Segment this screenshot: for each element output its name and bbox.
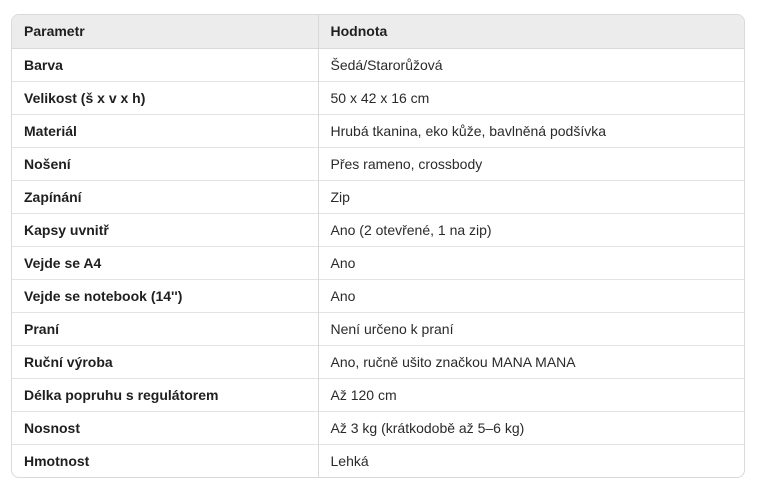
row-param: Hmotnost: [12, 444, 318, 477]
row-value: Ano, ručně ušito značkou MANA MANA: [318, 345, 744, 378]
table-row: [12, 114, 744, 147]
table-row: [12, 411, 744, 444]
row-value: Zip: [318, 180, 744, 213]
row-param: Vejde se A4: [12, 246, 318, 279]
table-row: [12, 378, 744, 411]
table-row: [12, 246, 744, 279]
row-param: Nosnost: [12, 411, 318, 444]
table-row: [12, 81, 744, 114]
row-param: Zapínání: [12, 180, 318, 213]
table-row: [12, 312, 744, 345]
table-row: [12, 213, 744, 246]
row-param: Velikost (š x v x h): [12, 81, 318, 114]
row-value: Přes rameno, crossbody: [318, 147, 744, 180]
row-param: Ruční výroba: [12, 345, 318, 378]
row-value: Ano: [318, 279, 744, 312]
table-body: [12, 48, 744, 477]
row-value: Není určeno k praní: [318, 312, 744, 345]
row-value: Ano: [318, 246, 744, 279]
row-value: Až 3 kg (krátkodobě až 5–6 kg): [318, 411, 744, 444]
header-row: [12, 15, 744, 48]
spec-table: [12, 15, 744, 477]
header-parametr: Parametr: [12, 15, 318, 48]
table-row: [12, 48, 744, 81]
row-value: Lehká: [318, 444, 744, 477]
row-param: Barva: [24, 56, 63, 73]
row-value: Hrubá tkanina, eko kůže, bavlněná podšívka: [318, 114, 744, 147]
table-header: [12, 15, 744, 48]
row-param: Praní: [12, 312, 318, 345]
row-param: Kapsy uvnitř: [12, 213, 318, 246]
row-param: Materiál: [12, 114, 318, 147]
table-row: [12, 345, 744, 378]
row-value: Až 120 cm: [318, 378, 744, 411]
table-row: [12, 444, 744, 477]
table-row: [12, 180, 744, 213]
row-param: Nošení: [12, 147, 318, 180]
row-value: Šedá/Starorůžová: [318, 48, 744, 81]
row-value: Ano (2 otevřené, 1 na zip): [318, 213, 744, 246]
row-value: 50 x 42 x 16 cm: [318, 81, 744, 114]
header-hodnota: Hodnota: [318, 15, 744, 48]
table-row: [12, 279, 744, 312]
row-param: Délka popruhu s regulátorem: [12, 378, 318, 411]
row-param: Vejde se notebook (14''): [12, 279, 318, 312]
table-row: [12, 147, 744, 180]
spec-table-container: [11, 14, 745, 478]
